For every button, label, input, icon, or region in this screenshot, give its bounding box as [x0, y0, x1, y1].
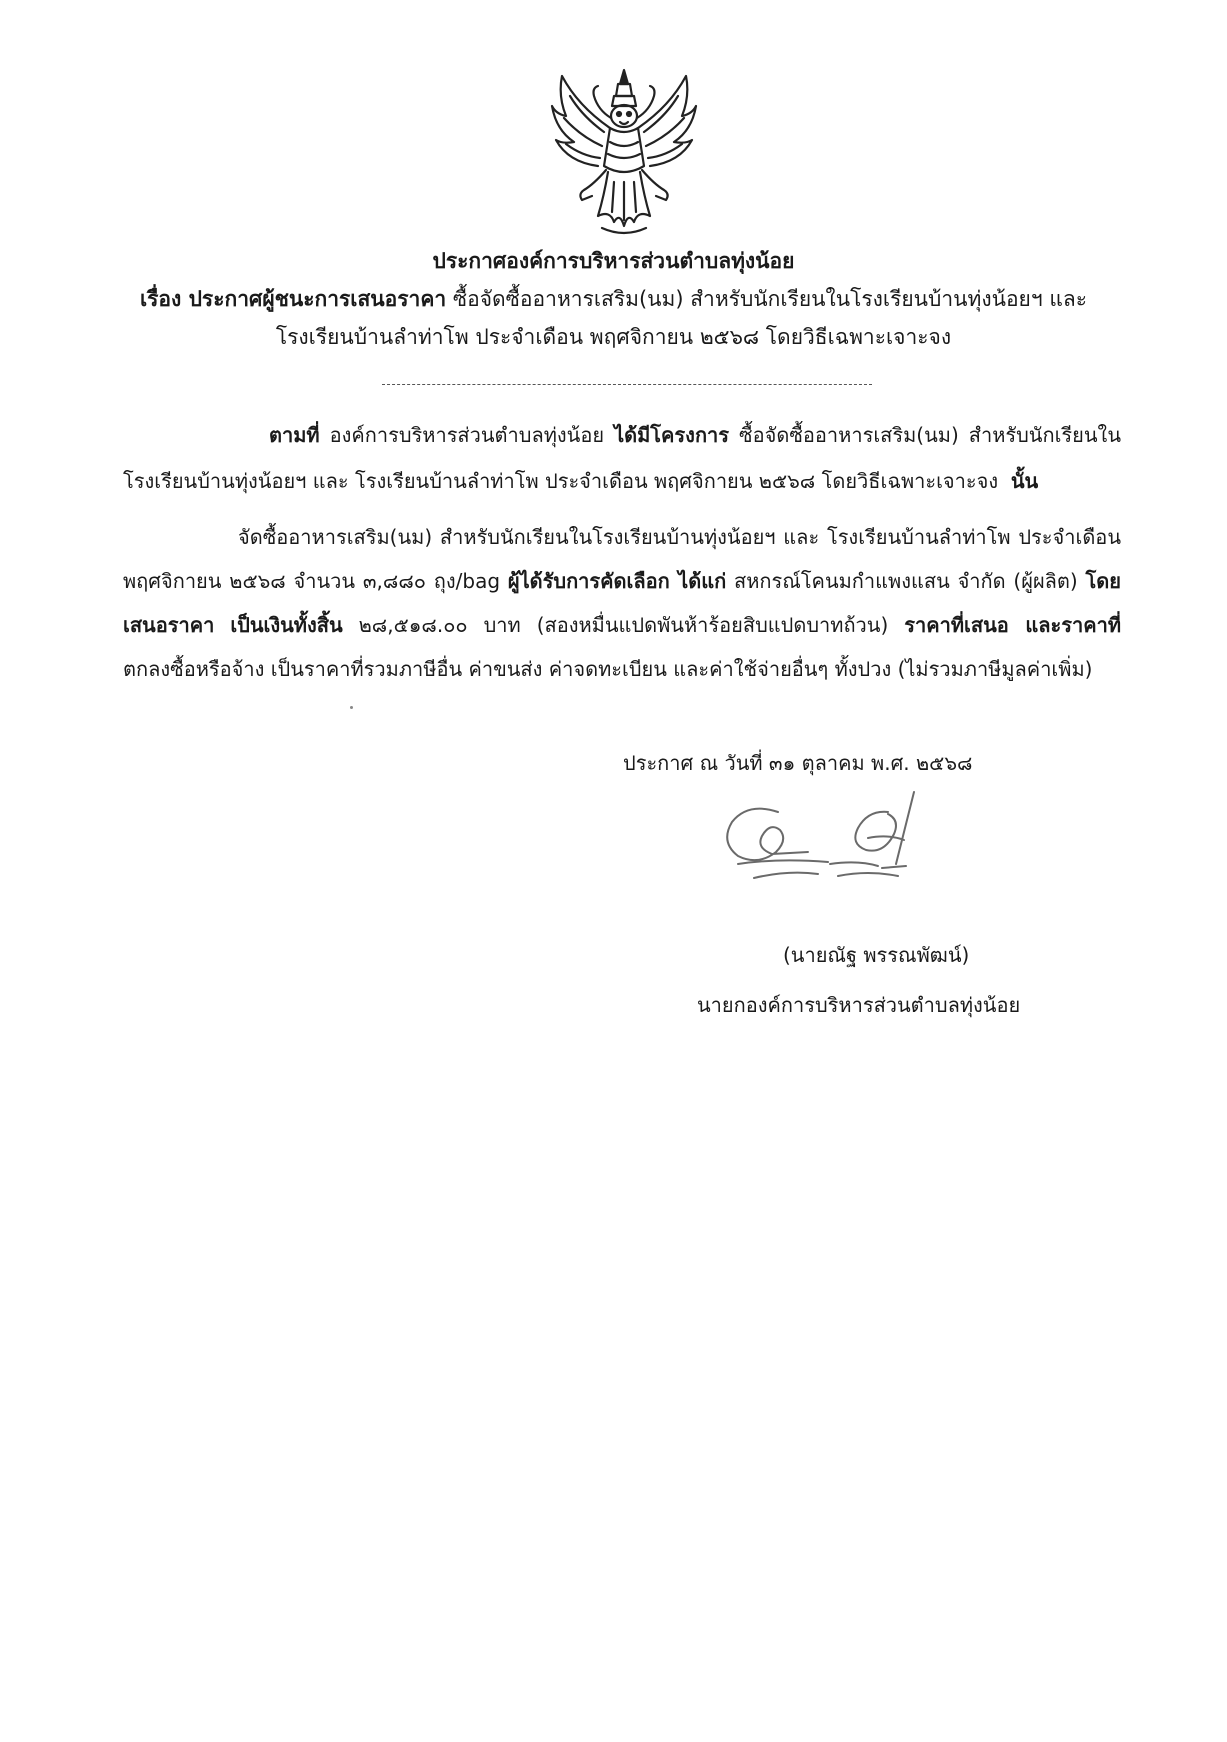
divider-line [382, 384, 872, 385]
p1-line2-text: โรงเรียนบ้านทุ่งน้อยฯ และ โรงเรียนบ้านลำท่าโพ ประจำเดือน พฤศจิกายน ๒๕๖๘ โดยวิธีเฉพาะเจาะจง [123, 469, 999, 493]
subject-line-1 [0, 284, 1227, 314]
paragraph-1-line-2 [123, 466, 1038, 496]
p2-total-amount: ๒๘,๕๑๘.๐๐ บาท (สองหมื่นแปดพันห้าร้อยสิบแปดบาทถ้วน) [342, 613, 905, 637]
p2-selected-label: ผู้ได้รับการคัดเลือก ได้แก่ [507, 569, 727, 593]
subject-text: ซื้อจัดซื้ออาหารเสริม(นม) สำหรับนักเรียนในโรงเรียนบ้านทุ่งน้อยฯ และ [446, 287, 1088, 311]
p2-quantity: พฤศจิกายน ๒๕๖๘ จำนวน ๓,๘๘๐ ถุง/bag [123, 569, 508, 593]
p2-vendor: สหกรณ์โคนมกำแพงแสน จำกัด (ผู้ผลิต) [726, 569, 1086, 593]
p1-project-label: ได้มีโครงการ [614, 423, 730, 447]
paragraph-1-line-1 [269, 420, 1121, 450]
handwritten-signature [718, 782, 1018, 898]
p2-offer-label: เสนอราคา [123, 613, 215, 637]
announce-date: ประกาศ ณ วันที่ ๓๑ ตุลาคม พ.ศ. ๒๕๖๘ [623, 751, 973, 775]
p1-agency: องค์การบริหารส่วนตำบลทุ่งน้อย [319, 423, 615, 447]
paragraph-2-line-1: จัดซื้ออาหารเสริม(นม) สำหรับนักเรียนในโรงเรียนบ้านทุ่งน้อยฯ และ โรงเรียนบ้านลำท่าโพ ประจำเดือน [238, 525, 1121, 549]
p1-end: นั้น [1010, 469, 1039, 493]
p2-price-label: ราคาที่เสนอ และราคาที่ [904, 613, 1122, 637]
announcement-title: ประกาศองค์การบริหารส่วนตำบลทุ่งน้อย [432, 249, 795, 273]
signer-name: (นายณัฐ พรรณพัฒน์) [783, 943, 970, 967]
subject-line-2: โรงเรียนบ้านลำท่าโพ ประจำเดือน พฤศจิกายน ๒๕๖๘ โดยวิธีเฉพาะเจาะจง [275, 325, 952, 349]
garuda-emblem-icon [548, 66, 700, 244]
paragraph-2-line-4: ตกลงซื้อหรือจ้าง เป็นราคาที่รวมภาษีอื่น ค่าขนส่ง ค่าจดทะเบียน และค่าใช้จ่ายอื่นๆ ทั้งปวง (ไม่รวมภาษีมูลค่าเพิ่ม) [123, 657, 1093, 681]
paragraph-2-line-2 [123, 566, 1121, 596]
p2-total-label: เป็นเงินทั้งสิ้น [230, 613, 343, 637]
signer-position: นายกองค์การบริหารส่วนตำบลทุ่งน้อย [697, 993, 1021, 1017]
subject-label: เรื่อง ประกาศผู้ชนะการเสนอราคา [139, 287, 447, 311]
p1-project-text: ซื้อจัดซื้ออาหารเสริม(นม) สำหรับนักเรียนใน [729, 423, 1121, 447]
p2-by: โดย [1085, 569, 1121, 593]
paragraph-2-line-3 [123, 610, 1121, 640]
p2-space [214, 613, 230, 637]
stray-mark [350, 706, 353, 709]
p1-lead: ตามที่ [269, 423, 320, 447]
